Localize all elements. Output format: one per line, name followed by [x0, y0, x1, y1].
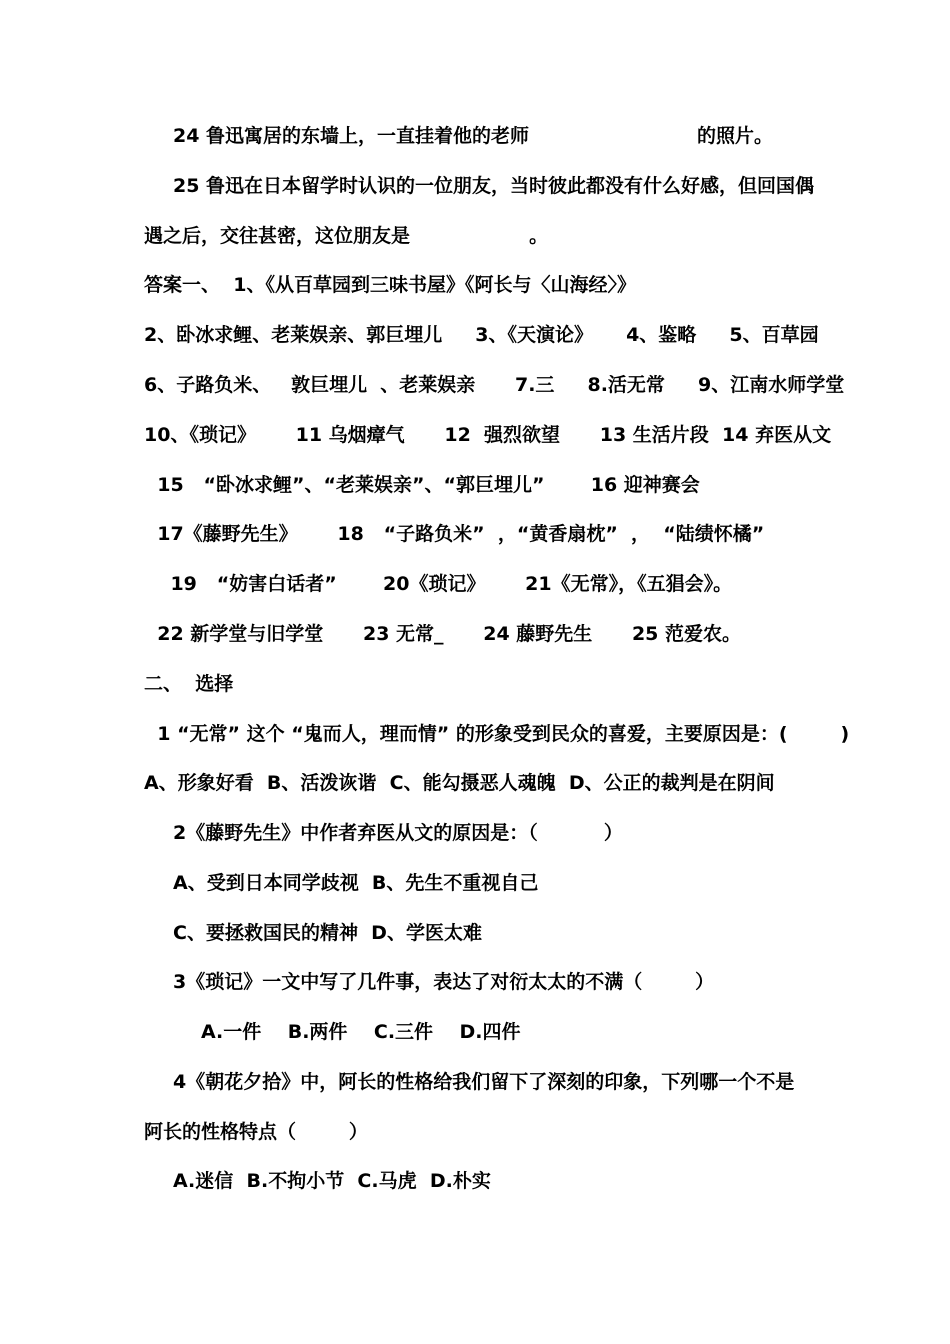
- choice-question-1-options: A、形象好看 B、活泼诙谐 C、能勾摄恶人魂魄 D、公正的裁判是在阴间: [144, 772, 775, 794]
- choice-question-1-stem: 1 “无常” 这个 “鬼而人，理而情” 的形象受到民众的喜爱，主要原因是：( ): [144, 723, 850, 745]
- choice-question-2-options-cd: C、要拯救国民的精神 D、学医太难: [173, 922, 482, 944]
- choice-question-3-stem: 3《琐记》一文中写了几件事，表达了对衍太太的不满（ ）: [173, 971, 715, 993]
- answers-line-3: 6、子路负米、 敦巨埋儿 、老莱娱亲 7.三 8.活无常 9、江南水师学堂: [144, 374, 845, 396]
- question-25-line2: 遇之后，交往甚密，这位朋友是 。: [144, 225, 549, 247]
- answers-line-6: 17《藤野先生》 18 “子路负米” ，“黄香扇枕” ， “陆绩怀橘”: [144, 523, 765, 545]
- choice-question-3-options: A.一件 B.两件 C.三件 D.四件: [201, 1021, 521, 1043]
- question-24-part2: 的照片。: [697, 125, 774, 147]
- question-25-line1: 25 鲁迅在日本留学时认识的一位朋友，当时彼此都没有什么好感，但回国偶: [173, 175, 815, 197]
- answers-line-7: 19 “妨害白话者” 20《琐记》 21《无常》，《五猖会》。: [144, 573, 733, 595]
- choice-question-4-stem-line2: 阿长的性格特点（ ）: [144, 1121, 368, 1143]
- question-24-part1: 24 鲁迅寓居的东墙上，一直挂着他的老师: [173, 125, 530, 147]
- answers-line-4: 10、《琐记》 11 乌烟瘴气 12 强烈欲望 13 生活片段 14 弃医从文: [144, 424, 832, 446]
- answers-line-8: 22 新学堂与旧学堂 23 无常_ 24 藤野先生 25 范爱农。: [144, 623, 742, 645]
- choice-question-2-options-ab: A、受到日本同学歧视 B、先生不重视自己: [173, 872, 539, 894]
- choice-question-4-stem-line1: 4《朝花夕拾》中，阿长的性格给我们留下了深刻的印象，下列哪一个不是: [173, 1071, 795, 1093]
- answers-line-2: 2、卧冰求鲤、老莱娱亲、郭巨埋儿 3、《天演论》 4、鉴略 5、百草园: [144, 324, 819, 346]
- choice-question-2-stem: 2《藤野先生》中作者弃医从文的原因是：（ ）: [173, 822, 623, 844]
- section-2-heading: 二、 选择: [144, 673, 234, 695]
- answers-line-1: 答案一、 1、《从百草园到三味书屋》《阿长与〈山海经〉》: [144, 274, 636, 296]
- choice-question-4-options: A.迷信 B.不拘小节 C.马虎 D.朴实: [173, 1170, 491, 1192]
- answers-line-5: 15 “卧冰求鲤”、“老莱娱亲”、“郭巨埋儿” 16 迎神赛会: [144, 474, 700, 496]
